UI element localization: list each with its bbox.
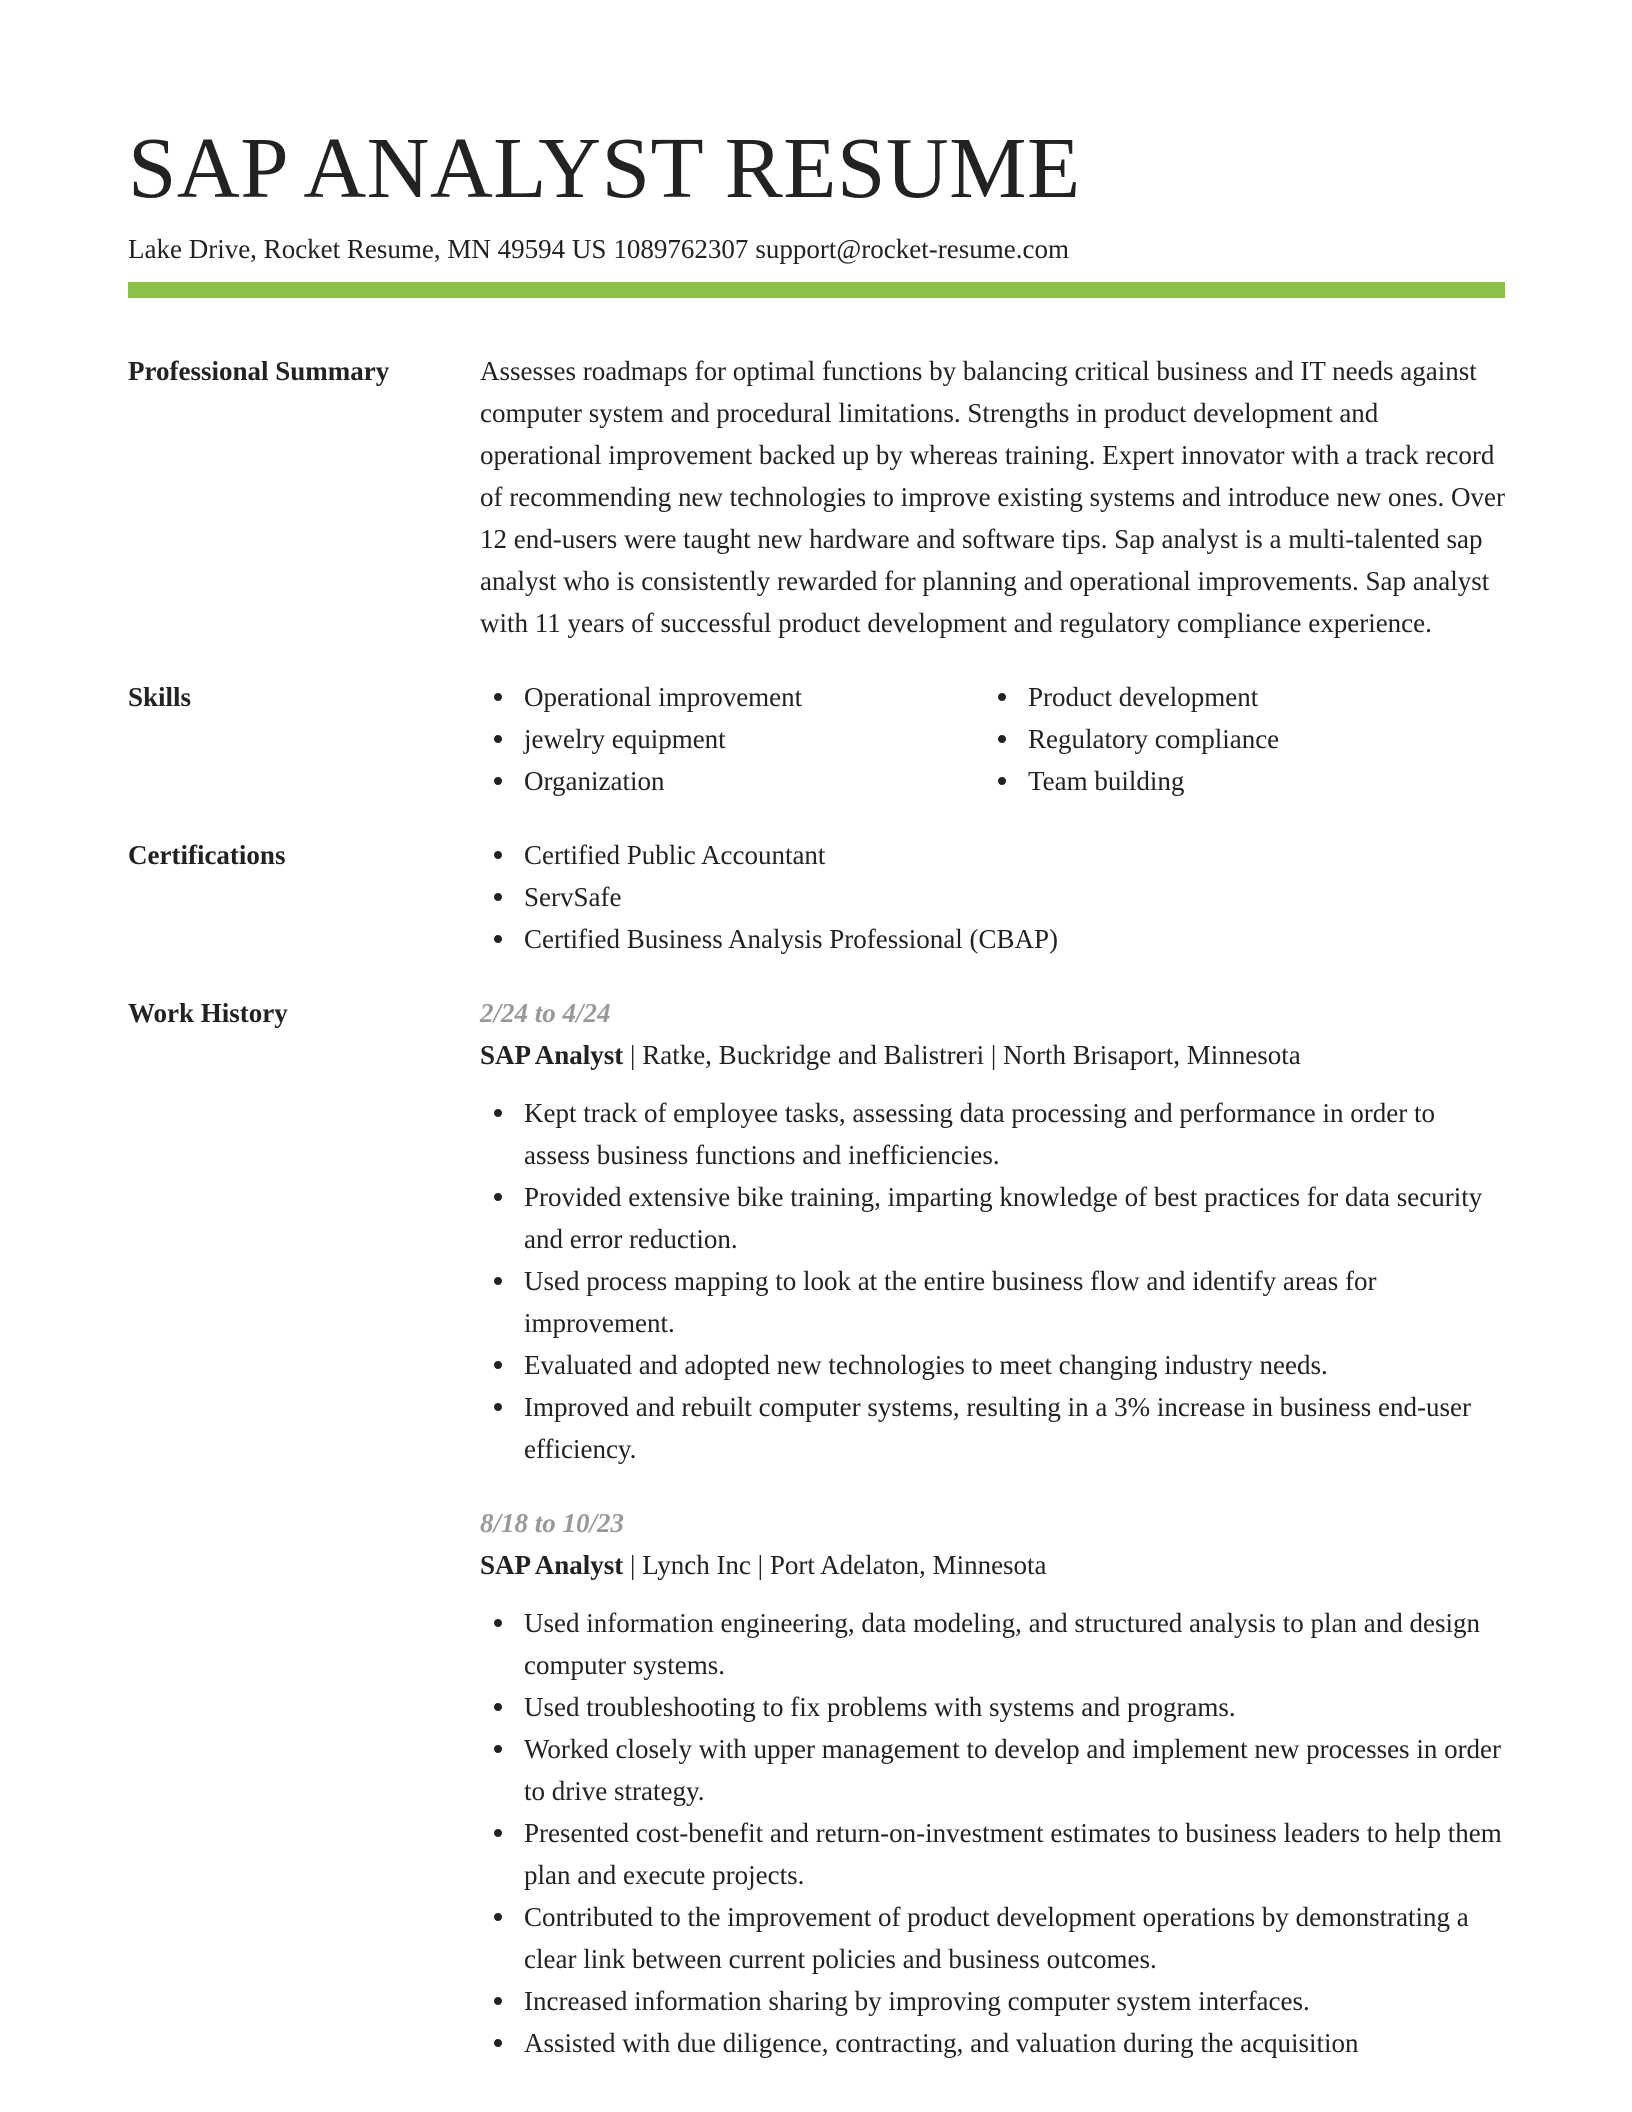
certification-item: ServSafe [480, 876, 1505, 918]
skill-item: jewelry equipment [480, 718, 984, 760]
section-label-certifications: Certifications [128, 840, 286, 870]
skill-item: Product development [984, 676, 1488, 718]
skills-section [128, 676, 1505, 802]
job-dates: 2/24 to 4/24 [480, 998, 611, 1028]
work-history-section [128, 992, 1505, 2064]
job-bullets [480, 1602, 1505, 2064]
job-bullet: Used troubleshooting to fix problems with systems and programs. [480, 1686, 1505, 1728]
accent-divider [128, 282, 1505, 298]
contact-phone: 1089762307 [613, 234, 749, 264]
skills-grid [480, 676, 1505, 802]
work-history-body [480, 992, 1505, 2064]
job-heading [480, 1544, 1505, 1586]
job-bullet: Contributed to the improvement of product development operations by demonstrating a clear link between current policies and business outcomes. [480, 1896, 1505, 1980]
job-details: | Ratke, Buckridge and Balistreri | North Brisaport, Minnesota [623, 1040, 1301, 1070]
job-bullet: Used information engineering, data modeling, and structured analysis to plan and design computer systems. [480, 1602, 1505, 1686]
job-bullet: Evaluated and adopted new technologies to meet changing industry needs. [480, 1344, 1505, 1386]
section-label-summary: Professional Summary [128, 356, 390, 386]
job-bullet: Provided extensive bike training, imparting knowledge of best practices for data security and error reduction. [480, 1176, 1505, 1260]
certifications-section [128, 834, 1505, 960]
skill-item: Operational improvement [480, 676, 984, 718]
skills-column-right [984, 676, 1488, 802]
job-bullet: Increased information sharing by improving computer system interfaces. [480, 1980, 1505, 2022]
job-dates: 8/18 to 10/23 [480, 1508, 625, 1538]
contact-line [128, 231, 1505, 267]
job-bullet: Worked closely with upper management to develop and implement new processes in order to drive strategy. [480, 1728, 1505, 1812]
job-heading [480, 1034, 1505, 1076]
resume-page [128, 118, 1505, 2064]
skill-item: Organization [480, 760, 984, 802]
summary-text: Assesses roadmaps for optimal functions by balancing critical business and IT needs against computer system and procedural limitations. Strengths in product development and operational improvement backed up by whereas training. Expert innovator with a track record of recommending new technologies to improve existing systems and introduce new ones. Over 12 end-users were taught new hardware and software tips. Sap analyst is a multi-talented sap analyst who is consistently rewarded for planning and operational improvements. Sap analyst with 11 years of successful product development and regulatory compliance experience. [480, 356, 1506, 638]
job-bullet: Improved and rebuilt computer systems, resulting in a 3% increase in business end-user efficiency. [480, 1386, 1505, 1470]
skill-item: Regulatory compliance [984, 718, 1488, 760]
job-entry [480, 1502, 1505, 2064]
job-bullet: Kept track of employee tasks, assessing data processing and performance in order to assess business functions and inefficiencies. [480, 1092, 1505, 1176]
job-entry [480, 992, 1505, 1470]
contact-address: Lake Drive, Rocket Resume, MN 49594 US [128, 234, 607, 264]
section-label-skills: Skills [128, 682, 192, 712]
resume-title: SAP ANALYST RESUME [128, 119, 1081, 216]
skills-column-left [480, 676, 984, 802]
job-title: SAP Analyst [480, 1040, 624, 1070]
certifications-list [480, 834, 1505, 960]
job-bullet: Assisted with due diligence, contracting, and valuation during the acquisition [480, 2022, 1505, 2064]
job-bullets [480, 1092, 1505, 1470]
job-details: | Lynch Inc | Port Adelaton, Minnesota [623, 1550, 1047, 1580]
certifications-body [480, 834, 1505, 960]
job-bullet: Used process mapping to look at the entire business flow and identify areas for improvement. [480, 1260, 1505, 1344]
certification-item: Certified Business Analysis Professional (CBAP) [480, 918, 1505, 960]
job-bullet: Presented cost-benefit and return-on-investment estimates to business leaders to help them plan and execute projects. [480, 1812, 1505, 1896]
contact-email: support@rocket-resume.com [755, 234, 1069, 264]
skill-item: Team building [984, 760, 1488, 802]
certification-item: Certified Public Accountant [480, 834, 1505, 876]
job-title: SAP Analyst [480, 1550, 624, 1580]
professional-summary-section [128, 350, 1505, 644]
section-label-work-history: Work History [128, 998, 288, 1028]
